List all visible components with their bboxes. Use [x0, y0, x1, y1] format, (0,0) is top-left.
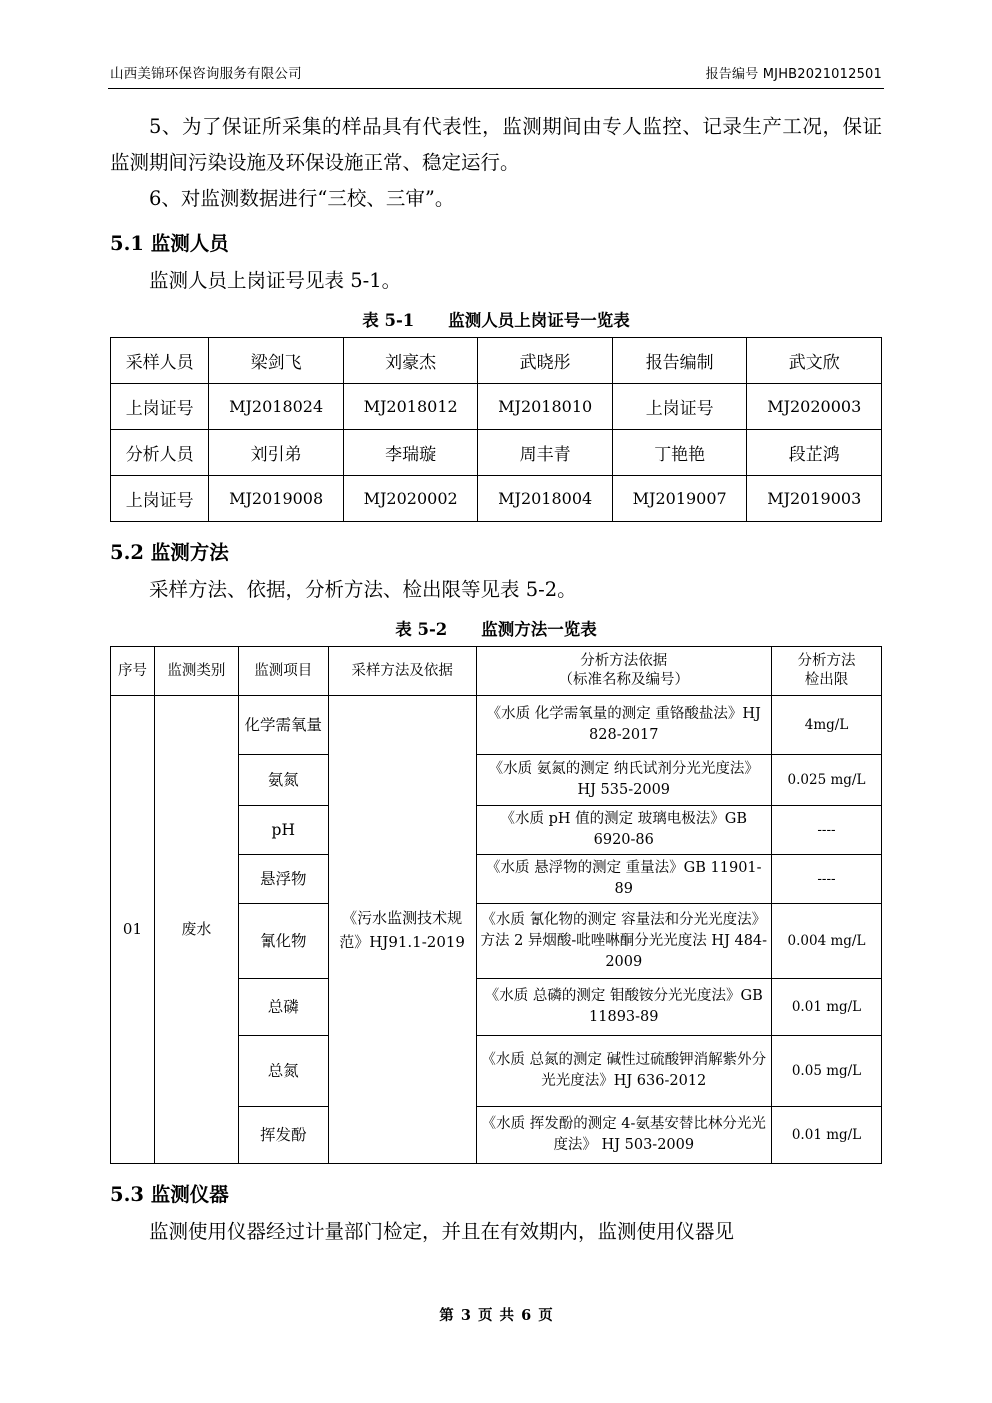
table-header-row	[111, 647, 882, 696]
table-monitoring-methods	[110, 646, 882, 1164]
table-5-2-caption	[110, 616, 882, 640]
cell-method-4: 《水质 氰化物的测定 容量法和分光光度法》方法 2 异烟酸-吡唑啉酮分光光度法 HJ 484-2009	[476, 904, 772, 979]
cell-r3c5: MJ2019003	[747, 476, 882, 522]
section-5-3-title: 5.3 监测仪器	[110, 1183, 229, 1206]
col-analysis-basis	[476, 647, 772, 696]
cell-r2c1: 刘引弟	[209, 430, 344, 476]
cell-method-7: 《水质 挥发酚的测定 4-氨基安替比林分光光度法》 HJ 503-2009	[476, 1107, 772, 1164]
cell-item-5: 总磷	[238, 979, 328, 1036]
cell-limit-1: 0.025 mg/L	[772, 755, 882, 806]
footer-page-unit: 页	[477, 1307, 493, 1324]
cell-r2c4: 丁艳艳	[612, 430, 747, 476]
cell-item-0: 化学需氧量	[238, 696, 328, 755]
cell-r1c4: 上岗证号	[612, 384, 747, 430]
cell-r2c2: 李瑞璇	[343, 430, 478, 476]
cell-method-0: 《水质 化学需氧量的测定 重铬酸盐法》HJ 828-2017	[476, 696, 772, 755]
cell-limit-2: ----	[772, 806, 882, 855]
table-5-1-caption-number: 表 5-1	[362, 311, 415, 330]
table-5-1-caption	[110, 307, 882, 331]
cell-sampling-method: 《污水监测技术规范》HJ91.1-2019	[328, 696, 476, 1164]
cell-r0c3: 武晓彤	[478, 338, 613, 384]
cell-limit-7: 0.01 mg/L	[772, 1107, 882, 1164]
page-header	[110, 0, 882, 82]
col-category: 监测类别	[154, 647, 238, 696]
cell-r3c0: 上岗证号	[111, 476, 209, 522]
cell-r1c2: MJ2018012	[343, 384, 478, 430]
col-sampling-method: 采样方法及依据	[328, 647, 476, 696]
cell-limit-5: 0.01 mg/L	[772, 979, 882, 1036]
page-footer	[0, 1304, 992, 1325]
footer-total-label: 共	[499, 1307, 515, 1324]
table-5-2-caption-name: 监测方法一览表	[481, 620, 597, 639]
cell-category: 废水	[154, 696, 238, 1164]
table-row	[111, 338, 882, 384]
cell-item-3: 悬浮物	[238, 855, 328, 904]
section-5-1-title: 5.1 监测人员	[110, 232, 229, 255]
paragraph-6: 6、对监测数据进行“三校、三审”。	[149, 187, 455, 210]
cell-r0c4: 报告编制	[612, 338, 747, 384]
cell-r2c5: 段芷鸿	[747, 430, 882, 476]
col-detection-limit	[772, 647, 882, 696]
table-5-2-caption-number: 表 5-2	[395, 620, 448, 639]
col-detection-limit-line1: 分析方法	[797, 653, 856, 669]
cell-limit-6: 0.05 mg/L	[772, 1036, 882, 1107]
cell-method-1: 《水质 氨氮的测定 纳氏试剂分光光度法》 HJ 535-2009	[476, 755, 772, 806]
cell-r1c5: MJ2020003	[747, 384, 882, 430]
cell-r1c0: 上岗证号	[111, 384, 209, 430]
cell-method-2: 《水质 pH 值的测定 玻璃电极法》GB 6920-86	[476, 806, 772, 855]
col-seq: 序号	[111, 647, 155, 696]
footer-total-unit: 页	[538, 1307, 553, 1324]
table-personnel-certificates	[110, 337, 882, 522]
cell-limit-3: ----	[772, 855, 882, 904]
cell-item-6: 总氮	[238, 1036, 328, 1107]
paragraph-5: 5、为了保证所采集的样品具有代表性，监测期间由专人监控、记录生产工况，保证监测期间污染设施及环保设施正常、稳定运行。	[110, 115, 882, 174]
cell-r3c4: MJ2019007	[612, 476, 747, 522]
cell-r3c2: MJ2020002	[343, 476, 478, 522]
cell-item-2: pH	[238, 806, 328, 855]
cell-limit-4: 0.004 mg/L	[772, 904, 882, 979]
cell-limit-0: 4mg/L	[772, 696, 882, 755]
cell-r3c3: MJ2018004	[478, 476, 613, 522]
footer-page-label: 第	[439, 1307, 454, 1324]
cell-r1c3: MJ2018010	[478, 384, 613, 430]
footer-total-pages: 6	[521, 1307, 532, 1324]
cell-r2c0: 分析人员	[111, 430, 209, 476]
cell-item-1: 氨氮	[238, 755, 328, 806]
cell-r3c1: MJ2019008	[209, 476, 344, 522]
table-row	[111, 696, 882, 755]
cell-r0c1: 梁剑飞	[209, 338, 344, 384]
col-analysis-basis-line2: （标准名称及编号）	[558, 672, 690, 688]
col-item: 监测项目	[238, 647, 328, 696]
header-divider	[108, 88, 884, 89]
col-detection-limit-line2: 检出限	[804, 672, 849, 688]
table-5-1-caption-name: 监测人员上岗证号一览表	[448, 311, 630, 330]
cell-r0c5: 武文欣	[747, 338, 882, 384]
table-row	[111, 384, 882, 430]
cell-r2c3: 周丰青	[478, 430, 613, 476]
section-5-3-text: 监测使用仪器经过计量部门检定，并且在有效期内，监测使用仪器见	[149, 1220, 735, 1243]
table-row	[111, 430, 882, 476]
cell-seq: 01	[111, 696, 155, 1164]
cell-r0c2: 刘豪杰	[343, 338, 478, 384]
cell-method-5: 《水质 总磷的测定 钼酸铵分光光度法》GB 11893-89	[476, 979, 772, 1036]
cell-r1c1: MJ2018024	[209, 384, 344, 430]
table-row	[111, 476, 882, 522]
cell-method-6: 《水质 总氮的测定 碱性过硫酸钾消解紫外分光光度法》HJ 636-2012	[476, 1036, 772, 1107]
cell-item-7: 挥发酚	[238, 1107, 328, 1164]
section-5-2-title: 5.2 监测方法	[110, 541, 229, 564]
cell-item-4: 氰化物	[238, 904, 328, 979]
header-report-number: 报告编号 MJHB2021012501	[705, 67, 882, 82]
section-5-2-text: 采样方法、依据，分析方法、检出限等见表 5-2。	[149, 578, 577, 601]
header-company: 山西美锦环保咨询服务有限公司	[110, 66, 302, 82]
cell-r0c0: 采样人员	[111, 338, 209, 384]
footer-current-page: 3	[460, 1307, 471, 1324]
section-5-1-text: 监测人员上岗证号见表 5-1。	[149, 269, 402, 292]
col-analysis-basis-line1: 分析方法依据	[580, 653, 668, 669]
cell-method-3: 《水质 悬浮物的测定 重量法》GB 11901-89	[476, 855, 772, 904]
